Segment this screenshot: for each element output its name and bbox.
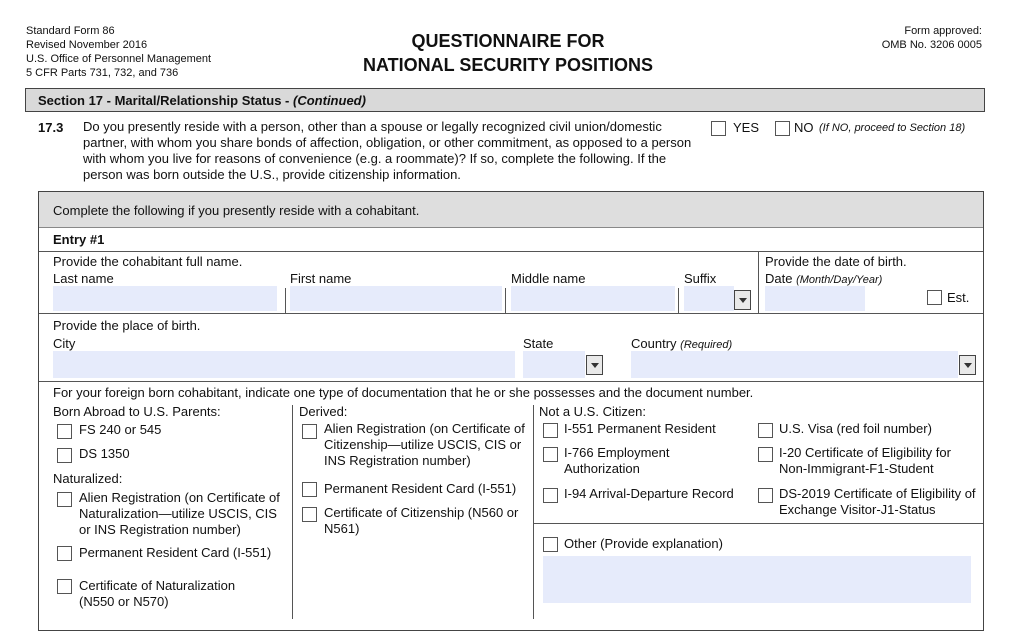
i551-checkbox[interactable] (543, 423, 558, 438)
nat-cert-checkbox[interactable] (57, 579, 72, 594)
ds1350-label: DS 1350 (79, 446, 130, 461)
last-name-input[interactable] (53, 286, 277, 311)
der-prc-checkbox[interactable] (302, 482, 317, 497)
section-title (38, 93, 366, 109)
section-header-bar (25, 88, 985, 112)
fs240-label: FS 240 or 545 (79, 422, 162, 437)
fs240-checkbox[interactable] (57, 424, 72, 439)
suffix-select[interactable] (684, 286, 734, 311)
visa-label: U.S. Visa (red foil number) (779, 421, 932, 436)
state-dropdown-icon[interactable] (586, 355, 603, 375)
i766-label: I-766 Employment Authorization (564, 445, 670, 476)
country-dropdown-icon[interactable] (959, 355, 976, 375)
naturalized-heading: Naturalized: (53, 471, 123, 486)
divider (292, 405, 293, 619)
yes-checkbox[interactable] (711, 121, 726, 136)
other-explanation-input[interactable] (543, 556, 971, 603)
est-checkbox[interactable] (927, 290, 942, 305)
ds1350-checkbox[interactable] (57, 448, 72, 463)
der-alien-label: Alien Registration (on Certificate of Citizenship—utilize USCIS, CIS or INS Registration number) (324, 421, 525, 468)
nat-alien-label: Alien Registration (on Certificate of Naturalization—utilize USCIS, CIS or INS Registration number) (79, 490, 280, 537)
der-cert-label: Certificate of Citizenship (N560 or N561) (324, 505, 519, 536)
derived-heading: Derived: (299, 404, 348, 419)
question-number: 17.3 (38, 120, 64, 135)
i20-label: I-20 Certificate of Eligibility for Non-Immigrant-F1-Student (779, 445, 951, 476)
date-format: (Month/Day/Year) (796, 274, 883, 286)
divider (533, 405, 534, 619)
first-name-label: First name (290, 271, 352, 286)
middle-name-input[interactable] (511, 286, 675, 311)
state-label: State (523, 336, 554, 351)
divider (758, 252, 759, 313)
date-label: Date (765, 271, 793, 286)
pob-prompt: Provide the place of birth. (53, 318, 201, 333)
nat-alien-checkbox[interactable] (57, 492, 72, 507)
i94-label: I-94 Arrival-Departure Record (564, 486, 734, 501)
documentation-prompt: For your foreign born cohabitant, indicate one type of documentation that he or she possesses and the document number. (53, 385, 754, 400)
i766-checkbox[interactable] (543, 447, 558, 462)
nat-prc-label: Permanent Resident Card (I-551) (79, 545, 272, 560)
city-input[interactable] (53, 351, 515, 378)
not-citizen-heading: Not a U.S. Citizen: (539, 404, 646, 419)
form-approved: Form approved: (904, 25, 982, 37)
form-id-line-2: Revised November 2016 (26, 39, 148, 51)
dob-input[interactable] (765, 286, 865, 311)
divider (39, 381, 983, 382)
ds2019-label: DS-2019 Certificate of Eligibility of Exchange Visitor-J1-Status (779, 486, 976, 517)
cohabitant-banner-text: Complete the following if you presently reside with a cohabitant. (53, 203, 420, 218)
divider (533, 523, 983, 524)
city-label: City (53, 336, 76, 351)
section-title-text: Section 17 - Marital/Relationship Status - (38, 93, 290, 108)
other-checkbox[interactable] (543, 537, 558, 552)
form-id-line-3: U.S. Office of Personnel Management (26, 53, 212, 65)
suffix-label: Suffix (684, 271, 717, 286)
section-continued: (Continued) (293, 93, 366, 108)
country-required: (Required) (680, 339, 733, 351)
form-title-line-2: NATIONAL SECURITY POSITIONS (362, 55, 654, 75)
country-select[interactable] (631, 351, 958, 378)
form-id-line-4: 5 CFR Parts 731, 732, and 736 (26, 67, 179, 79)
divider (39, 313, 983, 314)
first-name-input[interactable] (290, 286, 502, 311)
middle-name-label: Middle name (511, 271, 586, 286)
divider (678, 288, 679, 313)
no-proceed-note-text: (If NO, proceed to Section 18) (819, 122, 966, 134)
born-abroad-heading: Born Abroad to U.S. Parents: (53, 404, 221, 419)
nat-prc-checkbox[interactable] (57, 546, 72, 561)
der-alien-checkbox[interactable] (302, 424, 317, 439)
visa-checkbox[interactable] (758, 423, 773, 438)
nat-cert-label: Certificate of Naturalization (N550 or N570) (79, 578, 236, 609)
country-text: Country (631, 336, 677, 351)
name-prompt: Provide the cohabitant full name. (53, 254, 243, 269)
last-name-label: Last name (53, 271, 114, 286)
cohabitant-banner (39, 192, 983, 228)
est-label: Est. (947, 290, 970, 305)
entry-label: Entry #1 (53, 232, 105, 247)
other-label: Other (Provide explanation) (564, 536, 723, 551)
omb-number: OMB No. 3206 0005 (881, 39, 982, 51)
i94-checkbox[interactable] (543, 488, 558, 503)
no-checkbox[interactable] (775, 121, 790, 136)
der-prc-label: Permanent Resident Card (I-551) (324, 481, 517, 496)
no-proceed-note (819, 122, 965, 136)
form-id-line-1: Standard Form 86 (26, 25, 115, 37)
i20-checkbox[interactable] (758, 447, 773, 462)
der-cert-checkbox[interactable] (302, 507, 317, 522)
no-label: NO (794, 120, 814, 135)
divider (39, 251, 983, 252)
dob-prompt: Provide the date of birth. (765, 254, 907, 269)
state-select[interactable] (523, 351, 585, 378)
form-title-line-1: QUESTIONNAIRE FOR (411, 31, 605, 51)
yes-label: YES (733, 120, 760, 135)
divider (505, 288, 506, 313)
suffix-dropdown-icon[interactable] (734, 290, 751, 310)
question-text: Do you presently reside with a person, other than a spouse or legally recognized civil union/domestic partner, with whom you share bonds of affection, obligation, or other commitment, as opposed to a person with whom you live for reasons of convenience (e.g. a roommate)? If so, complete the following. If the person was born outside the U.S., provide citizenship information. (83, 119, 692, 182)
i551-label: I-551 Permanent Resident (564, 421, 716, 436)
ds2019-checkbox[interactable] (758, 488, 773, 503)
divider (285, 288, 286, 313)
